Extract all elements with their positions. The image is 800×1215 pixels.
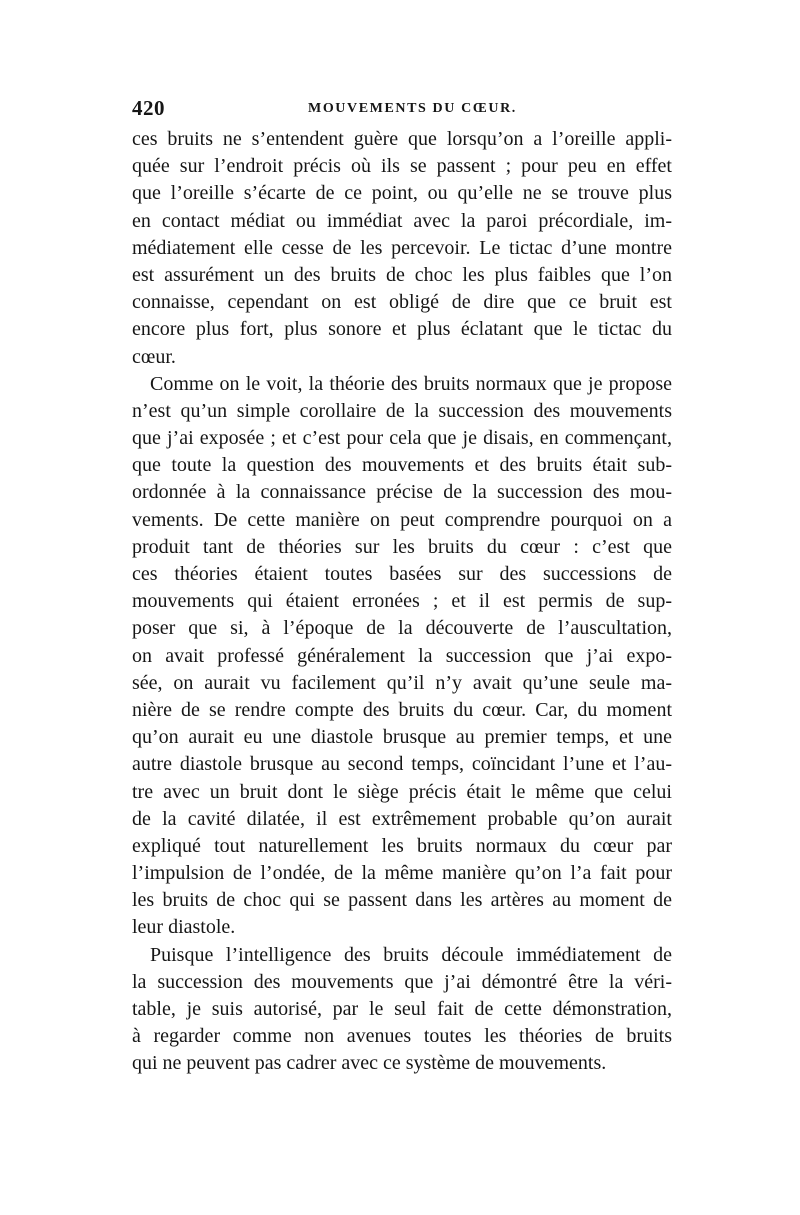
book-page bbox=[132, 96, 672, 1078]
text-line: tre avec un bruit dont le siège précis était le même que celui bbox=[132, 780, 672, 803]
paragraph-2 bbox=[132, 371, 672, 942]
text-line: leur diastole. bbox=[132, 916, 236, 939]
text-line: autre diastole brusque au second temps, coïncidant l’une et l’au- bbox=[132, 753, 672, 776]
text-line: produit tant de théories sur les bruits du cœur : c’est que bbox=[132, 535, 672, 558]
running-head bbox=[132, 96, 672, 122]
text-line: en contact médiat ou immédiat avec la paroi précordiale, im- bbox=[132, 209, 672, 232]
text-line: encore plus fort, plus sonore et plus éclatant que le tictac du bbox=[132, 318, 672, 341]
text-line: quée sur l’endroit précis où ils se passent ; pour peu en effet bbox=[132, 155, 672, 178]
text-line: ces théories étaient toutes basées sur des successions de bbox=[132, 563, 672, 585]
page-number: 420 bbox=[132, 96, 165, 120]
text-line: qu’on aurait eu une diastole brusque au premier temps, et une bbox=[132, 726, 672, 749]
text-line: de la cavité dilatée, il est extrêmement probable qu’on aurait bbox=[132, 807, 672, 830]
paragraph-1 bbox=[132, 126, 672, 371]
text-line: ces bruits ne s’entendent guère que lorsqu’on a l’oreille appli- bbox=[132, 128, 672, 150]
running-title: MOUVEMENTS DU CŒUR. bbox=[308, 101, 517, 116]
text-line: connaisse, cependant on est obligé de dire que ce bruit est bbox=[132, 291, 672, 314]
text-line: on avait professé généralement la succession que j’ai expo- bbox=[132, 644, 672, 667]
text-line: expliqué tout naturellement les bruits normaux du cœur par bbox=[132, 834, 672, 857]
text-line: Comme on le voit, la théorie des bruits normaux que je propose bbox=[150, 372, 672, 395]
text-line: que toute la question des mouvements et des bruits était sub- bbox=[132, 454, 672, 477]
text-line: médiatement elle cesse de les percevoir. Le tictac d’une montre bbox=[132, 236, 672, 259]
text-line: la succession des mouvements que j’ai démontré être la véri- bbox=[132, 970, 672, 993]
text-line: que l’oreille s’écarte de ce point, ou qu’elle ne se trouve plus bbox=[132, 182, 672, 205]
text-line: mouvements qui étaient erronées ; et il est permis de sup- bbox=[132, 590, 672, 613]
text-line: vements. De cette manière on peut comprendre pourquoi on a bbox=[132, 508, 672, 531]
text-line: à regarder comme non avenues toutes les théories de bruits bbox=[132, 1025, 672, 1048]
text-line: n’est qu’un simple corollaire de la succession des mouvements bbox=[132, 399, 672, 422]
text-line: nière de se rendre compte des bruits du cœur. Car, du moment bbox=[132, 698, 672, 721]
text-line: poser que si, à l’époque de la découverte de l’auscultation, bbox=[132, 617, 672, 640]
text-line: est assurément un des bruits de choc les plus faibles que l’on bbox=[132, 263, 672, 286]
text-line: l’impulsion de l’ondée, de la même manière qu’on l’a fait pour bbox=[132, 862, 672, 885]
text-line: sée, on aurait vu facilement qu’il n’y avait qu’une seule ma- bbox=[132, 671, 672, 694]
text-line: ordonnée à la connaissance précise de la succession des mou- bbox=[132, 481, 672, 504]
text-line: Puisque l’intelligence des bruits découle immédiatement de bbox=[150, 943, 672, 966]
text-line: table, je suis autorisé, par le seul fait de cette démonstration, bbox=[132, 998, 672, 1020]
paragraph-3 bbox=[132, 942, 672, 1078]
text-line: les bruits de choc qui se passent dans les artères au moment de bbox=[132, 889, 672, 912]
text-line: cœur. bbox=[132, 345, 176, 368]
text-line: que j’ai exposée ; et c’est pour cela que je disais, en commençant, bbox=[132, 427, 672, 450]
text-line: qui ne peuvent pas cadrer avec ce système de mouvements. bbox=[132, 1052, 607, 1075]
